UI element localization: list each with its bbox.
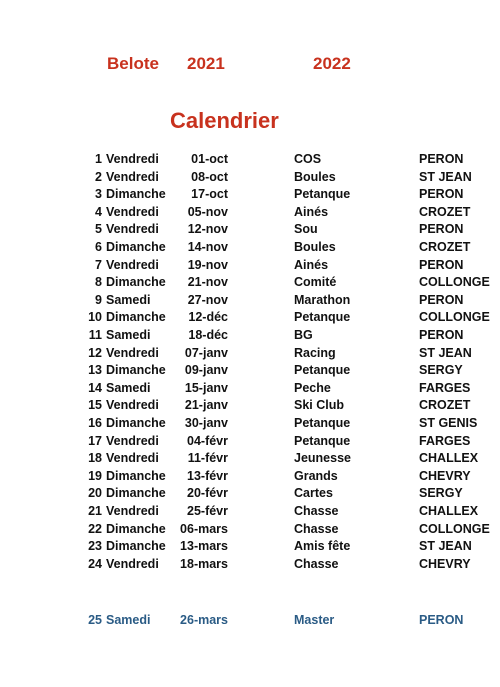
row-place: CROZET [419,240,471,254]
table-row [0,346,500,363]
row-date: 12-nov [187,222,228,237]
table-row [0,434,500,451]
row-number: 14 [88,380,102,395]
row-date: 13-févr [187,468,228,483]
row-number: 5 [95,222,102,237]
row-organizer: COS [294,152,322,166]
row-date: 15-janv [184,380,228,395]
row-organizer: Ainés [294,257,329,272]
table-row [0,275,500,292]
row-day: Samedi [106,613,151,627]
row-organizer: Ainés [294,204,329,219]
table-row [0,152,500,169]
row-organizer: Marathon [294,292,351,307]
row-number: 16 [88,416,102,430]
table-row [0,504,500,521]
row-number: 20 [88,486,102,501]
row-date: 04-févr [187,433,228,448]
row-organizer: Amis fête [294,539,351,554]
row-date: 26-mars [180,613,228,627]
row-place: ST GENIS [419,416,478,430]
row-number: 3 [95,187,102,202]
row-organizer: Jeunesse [294,451,351,466]
row-day: Vendredi [106,398,159,413]
header-year-end: 2022 [313,54,351,73]
row-organizer: Racing [294,345,336,360]
row-day: Vendredi [106,345,159,360]
row-date: 18-déc [188,328,228,342]
row-number: 8 [95,275,102,290]
row-day: Dimanche [106,486,166,501]
table-row [0,381,500,398]
row-number: 21 [88,504,102,518]
row-date: 08-oct [191,169,228,184]
row-organizer: Peche [294,380,331,395]
row-place: PERON [419,613,464,627]
row-place: CHEVRY [419,556,471,571]
row-organizer: Chasse [294,556,339,571]
row-number: 6 [95,240,102,254]
table-row [0,539,500,556]
row-number: 13 [88,363,102,378]
row-day: Dimanche [106,363,166,378]
row-date: 07-janv [184,345,228,360]
table-row [0,205,500,222]
row-day: Vendredi [106,433,159,448]
table-row [0,222,500,239]
table-row [0,557,500,574]
row-organizer: Boules [294,169,336,184]
header-belote: Belote [107,54,159,73]
table-row [0,486,500,503]
row-place: PERON [419,292,464,307]
row-place: SERGY [419,486,463,501]
table-row [0,398,500,415]
row-number: 2 [95,169,102,184]
row-number: 9 [95,292,102,307]
row-organizer: Sou [294,222,318,237]
row-place: PERON [419,328,464,342]
page-title: Calendrier [170,108,279,133]
row-place: PERON [419,257,464,272]
row-number: 15 [88,398,102,413]
row-date: 17-oct [191,187,228,202]
row-number: 12 [88,345,102,360]
table-row [0,240,500,257]
row-day: Vendredi [106,169,159,184]
row-number: 18 [88,451,102,466]
row-place: CHALLEX [419,504,479,518]
row-day: Samedi [106,328,151,342]
row-place: ST JEAN [419,345,472,360]
row-place: ST JEAN [419,539,472,554]
row-number: 10 [88,310,102,325]
row-date: 06-mars [180,521,228,536]
table-row [0,522,500,539]
row-day: Vendredi [106,222,159,237]
row-place: COLLONGE [419,310,490,325]
table-row [0,469,500,486]
row-number: 7 [95,257,102,272]
row-organizer: Petanque [294,416,351,430]
table-row [0,293,500,310]
row-place: SERGY [419,363,463,378]
row-day: Dimanche [106,521,166,536]
row-place: CROZET [419,204,471,219]
row-place: COLLONGE [419,521,490,536]
row-date: 20-févr [187,486,228,501]
row-number: 17 [88,433,102,448]
table-row [0,258,500,275]
header-year-start: 2021 [187,54,225,73]
row-place: PERON [419,187,464,202]
row-day: Dimanche [106,468,166,483]
row-place: CHALLEX [419,451,479,466]
row-organizer: BG [294,328,313,342]
row-date: 11-févr [187,451,228,466]
row-organizer: Petanque [294,187,351,202]
row-date: 12-déc [188,310,228,325]
row-organizer: Petanque [294,433,351,448]
row-day: Dimanche [106,539,166,554]
row-organizer: Cartes [294,486,333,501]
row-day: Dimanche [106,187,166,202]
row-day: Vendredi [106,257,159,272]
row-date: 14-nov [187,240,228,254]
row-organizer: Petanque [294,363,351,378]
row-day: Samedi [106,380,151,395]
row-day: Vendredi [106,204,159,219]
row-date: 25-févr [187,504,228,518]
row-organizer: Ski Club [294,398,345,413]
row-organizer: Grands [294,468,338,483]
row-date: 18-mars [180,556,228,571]
row-number: 22 [88,521,102,536]
table-row [0,310,500,327]
row-day: Dimanche [106,240,166,254]
row-place: FARGES [419,380,471,395]
row-date: 05-nov [187,204,228,219]
row-organizer: Boules [294,240,336,254]
row-day: Samedi [106,292,151,307]
row-day: Vendredi [106,556,159,571]
row-place: PERON [419,222,464,237]
row-place: COLLONGE [419,275,490,290]
table-row [0,187,500,204]
table-row [0,328,500,345]
row-date: 19-nov [187,257,228,272]
table-row [0,451,500,468]
row-date: 13-mars [180,539,228,554]
row-date: 30-janv [184,416,228,430]
row-number: 25 [88,613,102,627]
row-day: Vendredi [106,152,159,166]
row-place: PERON [419,152,464,166]
row-date: 27-nov [187,292,228,307]
row-place: CROZET [419,398,471,413]
table-row [0,416,500,433]
row-number: 19 [88,468,102,483]
row-place: FARGES [419,433,471,448]
row-organizer: Chasse [294,504,339,518]
row-number: 23 [88,539,102,554]
row-organizer: Comité [294,275,337,290]
table-row [0,170,500,187]
row-number: 1 [95,152,102,166]
row-place: ST JEAN [419,169,472,184]
row-number: 4 [95,204,102,219]
row-number: 11 [88,328,102,342]
row-number: 24 [88,556,102,571]
row-organizer: Petanque [294,310,351,325]
row-organizer: Master [294,613,335,627]
row-place: CHEVRY [419,468,471,483]
row-organizer: Chasse [294,521,339,536]
row-day: Vendredi [106,451,159,466]
row-day: Dimanche [106,416,166,430]
row-day: Vendredi [106,504,159,518]
row-date: 21-nov [187,275,228,290]
row-date: 09-janv [184,363,228,378]
final-row [0,613,500,630]
row-date: 21-janv [184,398,228,413]
table-row [0,363,500,380]
row-day: Dimanche [106,310,166,325]
row-date: 01-oct [191,152,228,166]
row-day: Dimanche [106,275,166,290]
